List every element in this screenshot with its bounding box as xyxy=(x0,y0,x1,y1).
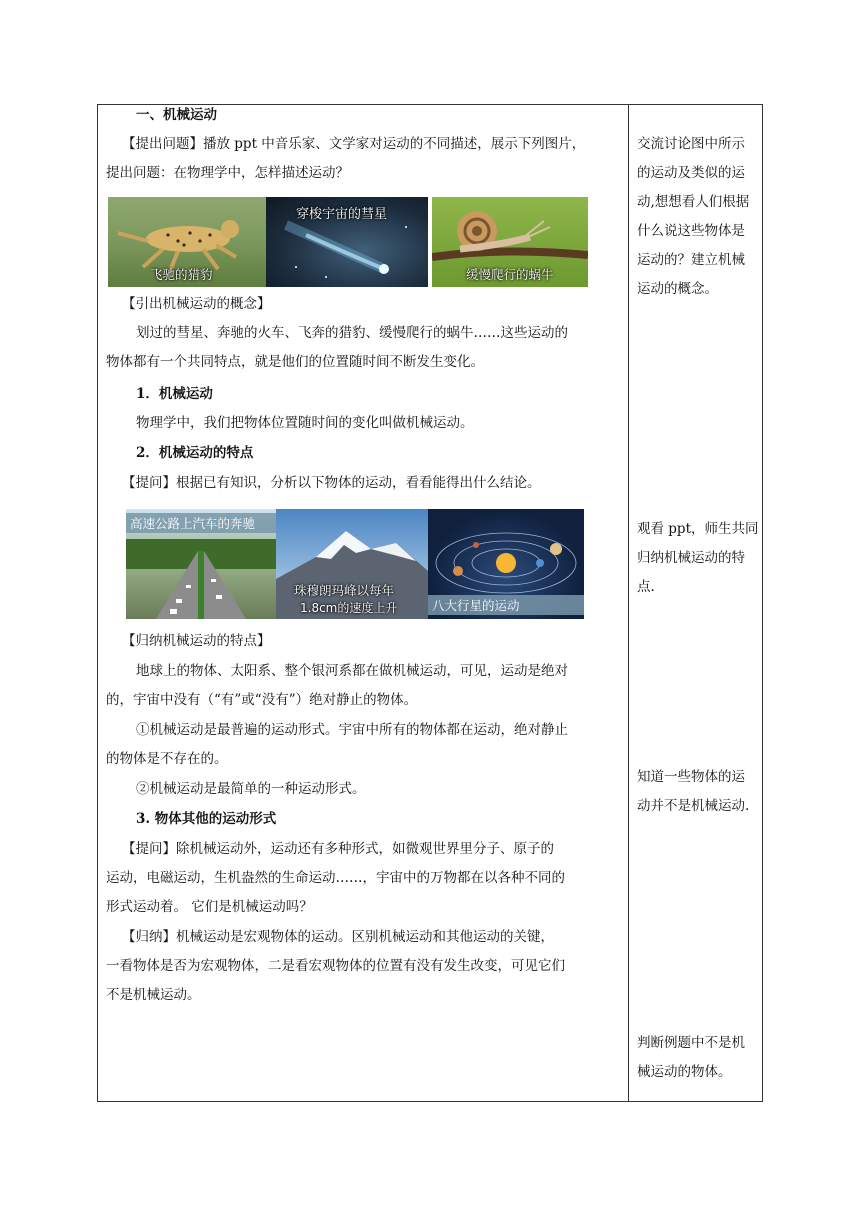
ask2-line3: 形式运动着。 它们是机械运动吗？ xyxy=(106,899,313,915)
cheetah-caption: 飞驰的猎豹 xyxy=(150,267,213,282)
summary-line1: 地球上的物体、太阳系、整个银河系都在做机械运动，可见，运动是绝对 xyxy=(136,663,568,679)
concept-heading: 【引出机械运动的概念】 xyxy=(122,296,271,312)
section-heading: 一、机械运动 xyxy=(136,107,217,123)
highway-caption: 高速公路上汽车的奔驰 xyxy=(126,513,276,533)
side-note-4-line: 判断例题中不是机 xyxy=(637,1035,745,1051)
snail-image xyxy=(432,197,588,287)
definition-line: 物理学中，我们把物体位置随时间的变化叫做机械运动。 xyxy=(136,415,474,431)
side-note-1-line: 什么说这些物体是 xyxy=(637,223,745,239)
comet-image xyxy=(266,197,428,287)
planets-image xyxy=(428,509,584,619)
side-note-3-line: 动并不是机械运动. xyxy=(637,798,750,814)
ask2-line2: 运动，电磁运动，生机盎然的生命运动……，宇宙中的万物都在以各种不同的 xyxy=(106,870,565,886)
side-note-3 xyxy=(637,763,761,821)
heading-1: 1．机械运动 xyxy=(136,386,213,402)
concept-line1: 划过的彗星、奔驰的火车、飞奔的猎豹、缓慢爬行的蜗牛……这些运动的 xyxy=(136,325,568,341)
everest-caption-line1: 珠穆朗玛峰以每年 xyxy=(294,583,395,598)
side-note-2-line: 点. xyxy=(637,579,655,595)
comet-caption: 穿梭宇宙的彗星 xyxy=(296,207,388,222)
point1-line2: 的物体是不存在的。 xyxy=(106,751,228,767)
summary-heading: 【归纳机械运动的特点】 xyxy=(122,633,271,649)
lesson-table xyxy=(97,104,763,1102)
heading-2: 2．机械运动的特点 xyxy=(136,445,254,461)
conclude-line2: 一看物体是否为宏观物体，二是看宏观物体的位置有没有发生改变，可见它们 xyxy=(106,958,565,974)
everest-caption-line2: 1.8cm的速度上升 xyxy=(300,601,398,615)
side-note-1-line: 交流讨论图中所示 xyxy=(637,136,745,152)
side-note-2-line: 观看 ppt，师生共同 xyxy=(637,521,759,537)
highway-image xyxy=(126,509,276,619)
side-note-4 xyxy=(637,1029,761,1087)
planets-caption: 八大行星的运动 xyxy=(428,595,584,615)
ask2-line1: 【提问】除机械运动外，运动还有多种形式，如微观世界里分子、原子的 xyxy=(122,841,554,857)
point2-line: ②机械运动是最简单的一种运动形式。 xyxy=(136,781,366,797)
para1-line2: 提出问题：在物理学中，怎样描述运动？ xyxy=(106,165,349,181)
side-note-1-line: 运动的概念。 xyxy=(637,281,718,297)
point1-line1: ①机械运动是最普遍的运动形式。宇宙中所有的物体都在运动，绝对静止 xyxy=(136,722,568,738)
snail-caption: 缓慢爬行的蜗牛 xyxy=(466,267,554,282)
para1-line1: 【提出问题】播放 ppt 中音乐家、文学家对运动的不同描述，展示下列图片， xyxy=(122,136,586,152)
side-note-2-line: 归纳机械运动的特 xyxy=(637,550,745,566)
summary-line2: 的，宇宙中没有（“有”或“没有”）绝对静止的物体。 xyxy=(106,692,418,708)
side-note-2 xyxy=(637,515,761,602)
side-note-3-line: 知道一些物体的运 xyxy=(637,769,745,785)
concept-line2: 物体都有一个共同特点，就是他们的位置随时间不断发生变化。 xyxy=(106,354,484,370)
heading-3: 3. 物体其他的运动形式 xyxy=(136,811,277,827)
side-note-1-line: 运动的？建立机械 xyxy=(637,252,745,268)
side-note-1-line: 动,想想看人们根据 xyxy=(637,194,750,210)
conclude-line1: 【归纳】机械运动是宏观物体的运动。区别机械运动和其他运动的关键， xyxy=(122,929,554,945)
everest-image xyxy=(276,509,428,619)
ask-line: 【提问】根据已有知识，分析以下物体的运动，看看能得出什么结论。 xyxy=(122,475,541,491)
side-note-1-line: 的运动及类似的运 xyxy=(637,165,745,181)
conclude-line3: 不是机械运动。 xyxy=(106,987,201,1003)
column-divider xyxy=(628,105,629,1101)
side-note-1 xyxy=(637,130,761,304)
side-note-4-line: 械运动的物体。 xyxy=(637,1064,732,1080)
cheetah-image xyxy=(108,197,266,287)
